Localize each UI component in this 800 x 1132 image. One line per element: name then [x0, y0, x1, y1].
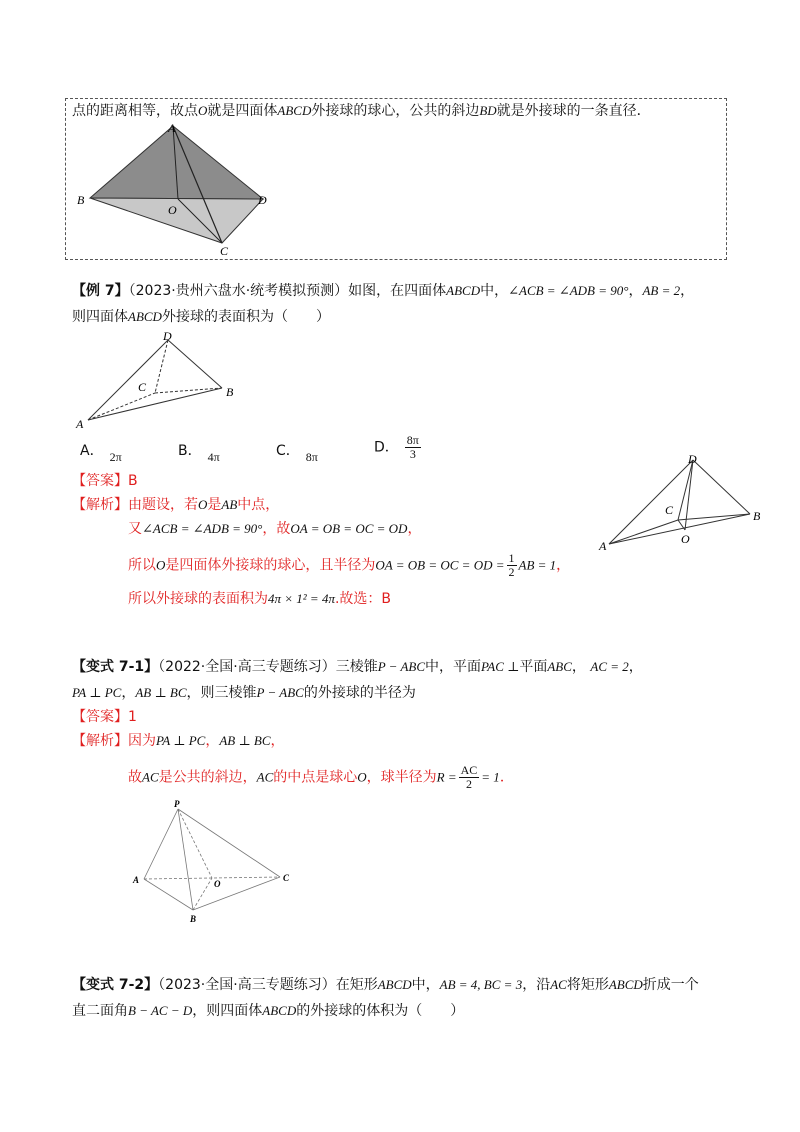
label-b: B — [753, 509, 761, 523]
edge-db — [693, 460, 750, 514]
label-o: O — [168, 203, 177, 217]
label-d: D — [688, 452, 697, 466]
label-a: A — [133, 875, 140, 885]
choice-b: B． 4π — [178, 443, 220, 464]
variant-7-1-line-2: PA ⊥ PC，AB ⊥ BC，则三棱锥P − ABC的外接球的半径为 — [72, 685, 416, 701]
example-7-line-2: 则四面体ABCD外接球的表面积为（ ） — [72, 309, 330, 325]
box-text-line: 点的距离相等，故点O就是四面体ABCD外接球的球心，公共的斜边BD就是外接球的一条直径． — [72, 103, 651, 119]
choice-d: D． $\frac{8\pi}{3}$ — [374, 433, 419, 461]
label-o: O — [681, 532, 690, 546]
edge-cb — [678, 514, 750, 520]
label-a: A — [76, 417, 84, 431]
edge-da — [88, 340, 168, 420]
example-7-analysis-2: 又∠ACB = ∠ADB = 90°，故OA = OB = OC = OD， — [128, 521, 422, 537]
example-7-answer: 【答案】B — [72, 473, 138, 489]
choice-c: C． 8π — [276, 443, 318, 464]
example-7-analysis-1: 【解析】由题设，若O是AB中点， — [72, 497, 280, 513]
edge-db — [168, 340, 222, 388]
example-7-analysis-3: 所以O是四面体外接球的球心，且半径为OA = OB = OC = OD = $\frac{1}{2}$ AB = 1， — [128, 551, 571, 579]
example-7-line-1: 【例 7】（2023·贵州六盘水·统考模拟预测）如图，在四面体ABCD中，∠ACB = ∠ADB = 90°，AB = 2， — [72, 283, 695, 299]
label-a: A — [599, 539, 607, 552]
edge-dc — [678, 460, 693, 520]
label-a: A — [168, 121, 176, 135]
variant-7-1-analysis-2: 故AC是公共的斜边，AC的中点是球心O，球半径为R = $\frac{AC}{2}$ = 1． — [128, 763, 514, 791]
edge-ab — [609, 514, 750, 544]
tetrahedron-figure-1 — [70, 118, 290, 258]
edge-pa — [144, 809, 178, 879]
pyramid-figure-pabc — [130, 795, 300, 925]
variant-7-2-line-2: 直二面角B − AC − D，则四面体ABCD的外接球的体积为（ ） — [72, 1003, 465, 1019]
tetrahedron-figure-2 — [70, 328, 250, 432]
label-c: C — [220, 244, 229, 258]
label-p: P — [174, 799, 180, 809]
face-abd — [90, 126, 263, 199]
label-o: O — [214, 879, 221, 889]
label-d: D — [258, 193, 267, 207]
edge-ab — [144, 879, 193, 910]
edge-dc — [155, 340, 168, 393]
edge-bo — [193, 878, 212, 910]
choice-a: A． 2π — [80, 443, 122, 464]
label-d: D — [163, 329, 172, 343]
variant-7-1-analysis-1: 【解析】因为PA ⊥ PC，AB ⊥ BC， — [72, 733, 285, 749]
label-b: B — [226, 385, 234, 399]
variant-7-1-answer: 【答案】1 — [72, 709, 137, 725]
edge-pc — [178, 809, 280, 877]
label-c: C — [283, 873, 290, 883]
label-c: C — [665, 503, 674, 517]
tetrahedron-figure-3 — [595, 452, 775, 552]
variant-7-2-line-1: 【变式 7-2】（2023·全国·高三专题练习）在矩形ABCD中，AB = 4, BC = 3，沿AC将矩形ABCD折成一个 — [72, 977, 699, 993]
variant-7-1-line-1: 【变式 7-1】（2022·全国·高三专题练习）三棱锥P − ABC中，平面PAC ⊥平面ABC， AC = 2， — [72, 659, 643, 675]
label-b: B — [190, 914, 197, 924]
example-7-analysis-4: 所以外接球的表面积为4π × 1² = 4π.故选：B — [128, 591, 392, 607]
label-c: C — [138, 380, 147, 394]
label-b: B — [77, 193, 85, 207]
edge-bc — [193, 877, 280, 910]
